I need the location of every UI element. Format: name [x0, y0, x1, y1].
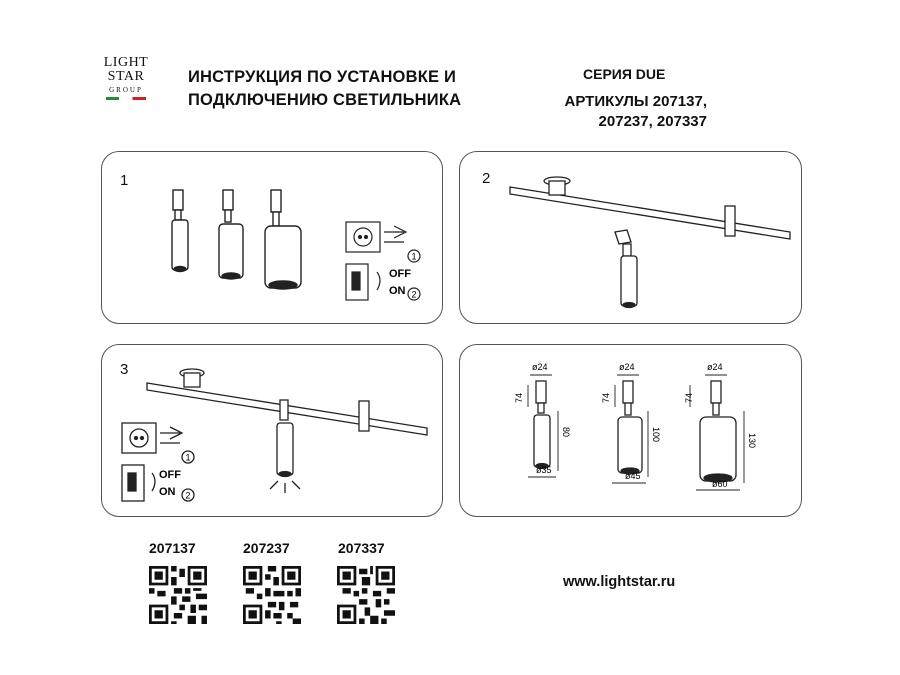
qr-code-icon[interactable]	[149, 566, 207, 624]
website-link[interactable]: www.lightstar.ru	[563, 574, 676, 590]
dim-height-3: 74	[684, 392, 694, 403]
step-2-marker: 2	[411, 289, 417, 300]
dim-length-2: 100	[651, 427, 661, 443]
step-1-marker: 1	[185, 452, 191, 463]
track-install-drawing	[460, 152, 801, 323]
on-label: ON	[159, 486, 176, 498]
dim-top-2: ø24	[619, 362, 635, 372]
dim-top-1: ø24	[532, 362, 548, 372]
lamps-drawing	[102, 152, 442, 323]
step-number: 1	[120, 172, 129, 189]
step-panel-2	[459, 151, 802, 324]
dim-length-3: 130	[747, 433, 757, 449]
step-panel-3	[101, 344, 443, 517]
off-label: OFF	[389, 268, 411, 280]
dim-height-2: 74	[601, 392, 611, 403]
page-title: ИНСТРУКЦИЯ ПО УСТАНОВКЕ И ПОДКЛЮЧЕНИЮ СВЕТИЛЬНИКА	[188, 68, 462, 109]
product-code-2: 207237	[243, 540, 290, 556]
qr-code-icon[interactable]	[243, 566, 301, 624]
product-code-3: 207337	[338, 540, 385, 556]
step-2-marker: 2	[185, 490, 191, 501]
brand-logo: LIGHT STAR GROUP	[100, 56, 152, 122]
article-numbers: АРТИКУЛЫ 207137, 207237, 207337	[564, 93, 707, 130]
dim-height-1: 74	[514, 392, 524, 403]
dim-diameter-2: ø45	[625, 471, 641, 481]
off-label: OFF	[159, 469, 181, 481]
dimensions-drawing	[460, 345, 801, 516]
dim-length-1: 80	[561, 427, 571, 438]
connection-drawing	[102, 345, 442, 516]
step-number: 3	[120, 361, 129, 378]
dim-diameter-1: ø35	[536, 465, 552, 475]
italian-flag-icon	[106, 97, 146, 100]
dim-diameter-3: ø60	[712, 479, 728, 489]
step-number: 2	[482, 170, 491, 187]
step-1-marker: 1	[411, 251, 417, 262]
qr-code-icon[interactable]	[337, 566, 395, 624]
series-label: СЕРИЯ DUE	[583, 66, 666, 82]
on-label: ON	[389, 285, 406, 297]
dimensions-panel	[459, 344, 802, 517]
product-code-1: 207137	[149, 540, 196, 556]
dim-top-3: ø24	[707, 362, 723, 372]
step-panel-1	[101, 151, 443, 324]
